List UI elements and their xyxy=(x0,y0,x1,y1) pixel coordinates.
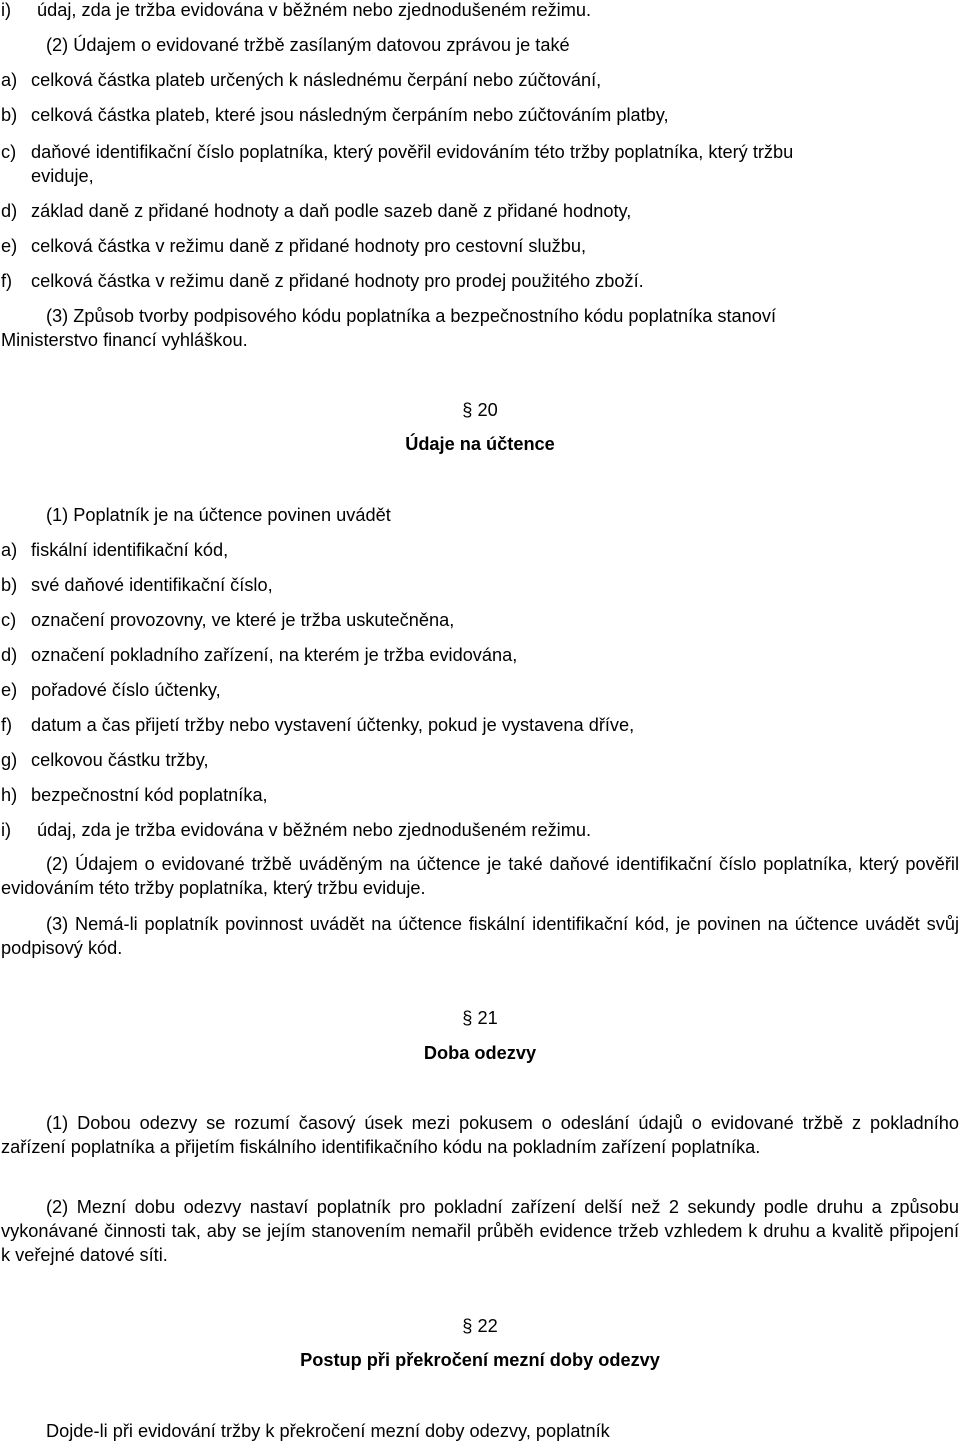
list-label: a) xyxy=(1,540,18,560)
paragraph-2-text: (2) Mezní dobu odezvy nastaví poplatník pro pokladní zařízení delší než 2 sekundy podle druhu a způsobu vykonávané činnosti tak, aby se jejím stanovením nemařil průběh evidence tržeb vzhledem k druhu a kvalitě připojení k veřejné datové síti. xyxy=(1,1197,959,1265)
paragraph-1-text: (1) Dobou odezvy se rozumí časový úsek mezi pokusem o odeslání údajů o evidované tržbě z pokladního zařízení poplatníka a přijetím fiskálního identifikačního kódu na pokladním zařízení poplatníka. xyxy=(1,1113,959,1157)
list-text: označení pokladního zařízení, na kterém je tržba evidována, xyxy=(31,645,518,665)
list-text: pořadové číslo účtenky, xyxy=(31,680,221,700)
list-item-f xyxy=(1,269,644,293)
list-label: b) xyxy=(1,575,18,595)
paragraph-3 xyxy=(1,912,959,960)
list-item xyxy=(1,678,221,702)
list-text: celková částka v režimu daně z přidané hodnoty pro prodej použitého zboží. xyxy=(31,271,644,291)
list-label: c) xyxy=(1,142,17,162)
section-title: Postup při překročení mezní doby odezvy xyxy=(300,1350,660,1370)
list-label: d) xyxy=(1,201,18,221)
list-label: a) xyxy=(1,70,18,90)
list-item xyxy=(1,748,209,772)
list-text: údaj, zda je tržba evidována v běžném nebo zjednodušeném režimu. xyxy=(37,0,592,20)
section-number: § 20 xyxy=(462,400,498,420)
list-item-c xyxy=(1,140,793,164)
list-item-d xyxy=(1,199,631,223)
list-text: daňové identifikační číslo poplatníka, který pověřil evidováním této tržby poplatníka, který tržbu xyxy=(31,142,794,162)
paragraph-2 xyxy=(1,1195,959,1267)
list-label: e) xyxy=(1,236,18,256)
list-text: údaj, zda je tržba evidována v běžném nebo zjednodušeném režimu. xyxy=(37,820,592,840)
list-label: d) xyxy=(1,645,18,665)
list-label: g) xyxy=(1,750,18,770)
list-label: f) xyxy=(1,271,13,291)
list-text: základ daně z přidané hodnoty a daň podle sazeb daně z přidané hodnoty, xyxy=(31,201,632,221)
paragraph-2-text: (2) Údajem o evidované tržbě uváděným na účtence je také daňové identifikační číslo poplatníka, který pověřil evidováním této tržby poplatníka, který tržbu eviduje. xyxy=(1,854,959,898)
list-text: označení provozovny, ve které je tržba uskutečněna, xyxy=(31,610,455,630)
list-text: celkovou částku tržby, xyxy=(31,750,209,770)
paragraph-3-line2: Ministerstvo financí vyhláškou. xyxy=(1,330,248,350)
list-label: e) xyxy=(1,680,18,700)
list-text: bezpečnostní kód poplatníka, xyxy=(31,785,268,805)
paragraph-3-line1: (3) Způsob tvorby podpisového kódu poplatníka a bezpečnostního kódu poplatníka stanoví xyxy=(46,306,777,326)
paragraph-2 xyxy=(1,852,959,900)
list-label: b) xyxy=(1,105,18,125)
list-item xyxy=(1,573,273,597)
list-item xyxy=(1,643,517,667)
paragraph-1 xyxy=(1,1111,959,1159)
list-item xyxy=(1,608,454,632)
list-text: fiskální identifikační kód, xyxy=(31,540,229,560)
list-item-c-continuation: eviduje, xyxy=(31,166,94,186)
list-item xyxy=(1,538,228,562)
list-label: c) xyxy=(1,610,17,630)
list-item xyxy=(1,783,268,807)
list-label: i) xyxy=(1,820,12,840)
list-label: f) xyxy=(1,715,13,735)
list-item-b xyxy=(1,103,669,127)
section-title: Doba odezvy xyxy=(423,1043,537,1063)
list-item-i xyxy=(1,0,591,22)
list-label: i) xyxy=(1,0,12,20)
list-label: h) xyxy=(1,785,18,805)
list-item xyxy=(1,818,591,842)
section-number: § 21 xyxy=(462,1008,498,1028)
section-title: Údaje na účtence xyxy=(405,434,555,454)
list-item xyxy=(1,713,634,737)
list-text: celková částka plateb určených k následnému čerpání nebo zúčtování, xyxy=(31,70,602,90)
list-item-a xyxy=(1,68,601,92)
paragraph-3-text: (3) Nemá-li poplatník povinnost uvádět na účtence fiskální identifikační kód, je povinen na účtence uvádět svůj podpisový kód. xyxy=(1,914,959,958)
paragraph-intro: (2) Údajem o evidované tržbě zasílaným datovou zprávou je také xyxy=(46,35,570,55)
section-number: § 22 xyxy=(462,1316,498,1336)
list-item-e xyxy=(1,234,586,258)
list-text: celková částka plateb, které jsou následným čerpáním nebo zúčtováním platby, xyxy=(31,105,669,125)
paragraph-start: Dojde-li při evidování tržby k překročení mezní doby odezvy, poplatník xyxy=(46,1421,610,1441)
list-text: své daňové identifikační číslo, xyxy=(31,575,273,595)
paragraph-intro: (1) Poplatník je na účtence povinen uvádět xyxy=(46,505,391,525)
list-text: datum a čas přijetí tržby nebo vystavení účtenky, pokud je vystavena dříve, xyxy=(31,715,635,735)
paragraph-3 xyxy=(1,304,959,328)
list-text: celková částka v režimu daně z přidané hodnoty pro cestovní službu, xyxy=(31,236,587,256)
